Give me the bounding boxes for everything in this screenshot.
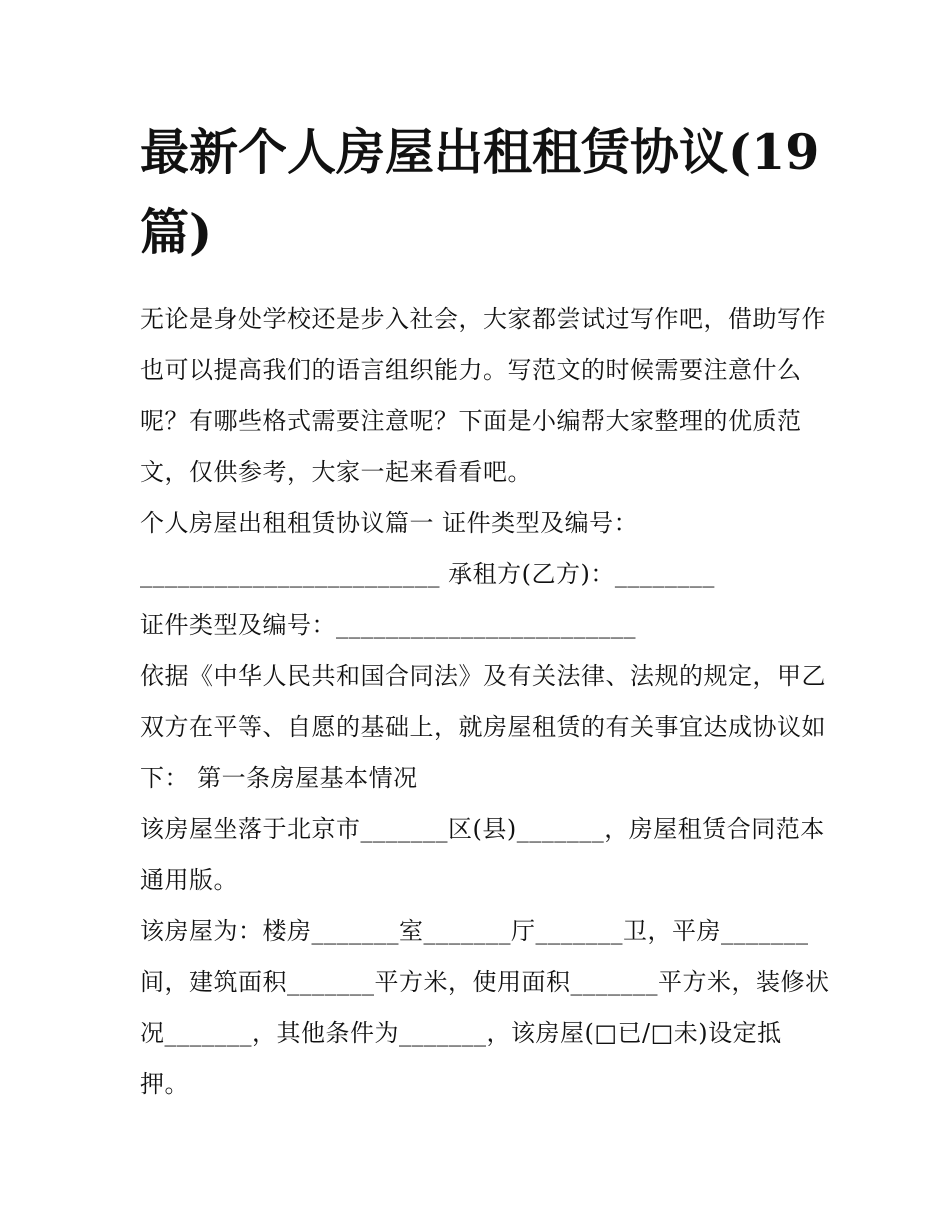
house-details-paragraph: 该房屋为：楼房_______室_______厅_______卫，平房_______间，建筑面积_______平方米，使用面积_______平方米，装修状况_______，其他条件为_______，该房屋(□已/□未)设定抵押。 [140,917,830,1098]
intro-paragraph: 无论是身处学校还是步入社会，大家都尝试过写作吧，借助写作也可以提高我们的语言组织能力。写范文的时候需要注意什么呢？有哪些格式需要注意呢？下面是小编帮大家整理的优质范文，仅供参考，大家一起来看看吧。 [140,305,826,486]
section-heading-paragraph: 个人房屋出租租赁协议篇一 证件类型及编号： [140,509,639,537]
document-page [140,112,830,1110]
location-paragraph: 该房屋坐落于北京市_______区(县)_______，房屋租赁合同范本通用版。 [140,815,825,894]
id-type-line: 证件类型及编号：________________________ [140,611,636,639]
legal-basis-paragraph: 依据《中华人民共和国合同法》及有关法律、法规的规定，甲乙双方在平等、自愿的基础上，就房屋租赁的有关事宜达成协议如下： 第一条房屋基本情况 [140,662,826,792]
document-title: 最新个人房屋出租租赁协议(19篇) [140,123,820,261]
lessee-line: ________________________ 承租方(乙方)：________ [140,560,715,588]
